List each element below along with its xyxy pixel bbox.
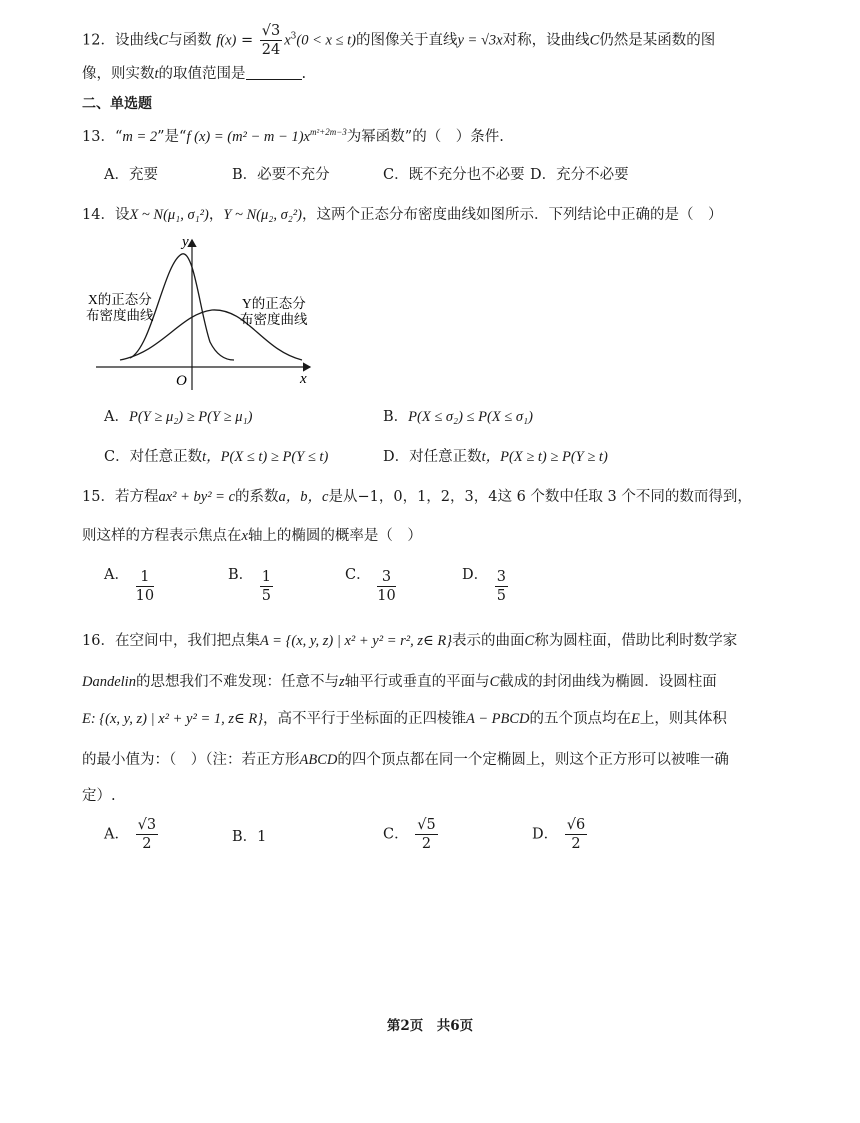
option-d: D． $\frac{√6}{2}$ (532, 817, 586, 852)
x-axis-label: x (300, 371, 307, 387)
option-c: C． $\frac{√5}{2}$ (383, 817, 436, 852)
option-b: B． $\frac{1}{5}$ (228, 567, 271, 604)
question-12-line-2: 像，则实数t的取值范围是 . (82, 66, 307, 82)
option-b: B．必要不充分 (232, 167, 330, 183)
question-number: 14． (82, 207, 115, 223)
question-15-line-1: 15．若方程ax² + by² = c的系数a，b，c是从−1，0，1，2，3，4这 6 个数中任取 3 个不同的数而得到， (82, 489, 752, 505)
question-number: 13． (82, 129, 115, 145)
option-a: A． $\frac{1}{10}$ (104, 567, 155, 604)
math: m = 2 (122, 129, 158, 145)
math: P(Y ≥ μ₂) ≥ P(Y ≥ μ₁) (128, 409, 253, 425)
fraction: $\frac{1}{10}$ (135, 569, 155, 604)
fraction: $\frac{√6}{2}$ (566, 817, 586, 852)
option-d: D． $\frac{3}{5}$ (462, 567, 506, 604)
normal-distribution-figure (82, 232, 322, 392)
question-13: 13．“m = 2”是“f $(x) = (m^2 - m - 1)x^{m^2+2m-3}$为幂函数”的（ ）条件. (82, 127, 504, 145)
question-text: 轴上的椭圆的概率是（ ） (247, 528, 422, 544)
question-text: 的取值范围是 (158, 66, 246, 82)
math: f(x) (216, 32, 237, 49)
fraction: $\frac{√3}{24}$ (261, 23, 281, 58)
section-heading: 二、单选题 (82, 96, 152, 112)
math: P(X ≤ σ₂) ≤ P(X ≤ σ₁) (408, 409, 533, 425)
question-text: 这 6 个数中任取 3 个不同的数而得到， (497, 489, 752, 505)
question-16-line-1: 16．在空间中，我们把点集A = {(x, y, z) | x² + y² = r², z∈ R}表示的曲面C称为圆柱面，借助比利时数学家 (82, 633, 738, 649)
question-16-line-2: Dandelin的思想我们不难发现：任意不与z轴平行或垂直的平面与C截成的封闭曲线为椭圆．设圆柱面 (82, 674, 717, 690)
math: ，P(X ≥ t) ≥ P(Y ≥ t) (485, 449, 608, 465)
question-number: 12． (82, 32, 115, 49)
math: x (284, 32, 291, 49)
question-text: 为幂函数”的（ ）条件. (346, 129, 504, 145)
math: t (481, 449, 486, 465)
math: t (154, 66, 159, 82)
math: z (338, 674, 345, 690)
question-15-line-2: 则这样的方程表示焦点在x轴上的椭圆的概率是（ ） (82, 528, 422, 544)
x-curve-label-line-2: 布密度曲线 (86, 308, 154, 323)
math: x (241, 528, 248, 544)
question-number: 15． (82, 489, 115, 505)
math: ，P(X ≤ t) ≥ P(Y ≤ t) (206, 449, 329, 465)
math: C (589, 32, 600, 49)
math: −1，0，1，2，3，4 (357, 489, 498, 505)
math: Y ~ N(μ₂, σ₂²) (223, 207, 302, 223)
option-a: A．充要 (104, 167, 158, 183)
question-text: 上，则其体积 (639, 711, 727, 727)
question-text: 的图像关于直线 (356, 32, 458, 49)
page-footer: 第2页 共6页 (386, 1018, 474, 1034)
math: C (489, 674, 500, 690)
question-text: 像，则实数 (82, 66, 155, 82)
math: f (x) = (m² − m − 1)x (186, 129, 310, 145)
y-curve-label-line-2: 布密度曲线 (240, 312, 308, 327)
fraction: $\frac{3}{10}$ (377, 569, 396, 604)
math: E: {(x, y, z) | x² + y² = 1, z∈ R} (82, 711, 264, 727)
x-curve-label-line-1: X的正态分 (88, 292, 152, 307)
question-text: 与函数 (168, 32, 212, 49)
math: ax² + by² = c (158, 489, 236, 505)
math: A − PBCD (466, 711, 530, 727)
math: C (158, 32, 169, 49)
question-number: 16． (82, 633, 115, 649)
y-axis-label: y (182, 234, 189, 250)
option-a: A．P(Y ≥ μ₂) ≥ P(Y ≥ μ₁) (104, 409, 253, 425)
math: E (631, 711, 640, 727)
question-text: ，这两个正态分布密度曲线如图所示．下列结论中正确的是（ ） (301, 207, 723, 223)
option-c: C．既不充分也不必要 (383, 167, 525, 183)
option-a: A． $\frac{√3}{2}$ (104, 817, 157, 852)
math: (0 < x ≤ t) (296, 32, 356, 49)
answer-blank (246, 65, 302, 80)
fraction: $\frac{√3}{2}$ (137, 817, 157, 852)
math: Dandelin (82, 674, 136, 690)
question-text: 的四个顶点都在同一个定椭圆上，则这个正方形可以被唯一确 (337, 752, 729, 768)
question-16-line-4: 的最小值为：（ ）（注：若正方形ABCD的四个顶点都在同一个定椭圆上，则这个正方形可以被唯一确 (82, 752, 729, 768)
fraction: $\frac{√5}{2}$ (417, 817, 436, 852)
math: t (202, 449, 207, 465)
math: X ~ N(μ₁, σ₁²) (129, 207, 209, 223)
fraction: $\frac{1}{5}$ (261, 569, 271, 604)
math: = (240, 32, 254, 49)
question-text: 截成的封闭曲线为椭圆．设圆柱面 (499, 674, 717, 690)
math: C (524, 633, 535, 649)
math: ABCD (299, 752, 338, 768)
fraction: $\frac{3}{5}$ (496, 569, 506, 604)
question-16-line-5: 定）. (82, 788, 116, 804)
question-text: 称为圆柱面，借助比利时数学家 (534, 633, 738, 649)
question-text: 仍然是某函数的图 (599, 32, 716, 49)
option-d: D．对任意正数t，P(X ≥ t) ≥ P(Y ≥ t) (383, 449, 608, 465)
math: a，b，c (278, 489, 329, 505)
question-text: 设曲线 (114, 32, 159, 49)
question-text: 对称，设曲线 (502, 32, 590, 49)
option-c: C．对任意正数t，P(X ≤ t) ≥ P(Y ≤ t) (104, 449, 329, 465)
option-c: C． $\frac{3}{10}$ (345, 567, 396, 604)
option-d: D．充分不必要 (530, 167, 629, 183)
question-16-line-3: E: {(x, y, z) | x² + y² = 1, z∈ R}，高不平行于坐标面的正四棱锥A − PBCD的五个顶点均在E上，则其体积 (82, 711, 727, 727)
option-b: B．1 (232, 829, 267, 845)
option-b: B．P(X ≤ σ₂) ≤ P(X ≤ σ₁) (383, 409, 533, 425)
question-12-line-1: 12．设曲线C与函数 f(x) = $\frac{√3}{24}$ $x^3(0 < x \le t)$的图像关于直线y = √3x对称，设曲线C仍然是某函数的图 (82, 23, 716, 58)
y-curve-label-line-1: Y的正态分 (242, 296, 306, 311)
origin-label: O (176, 373, 187, 389)
question-14: 14．设X ~ N(μ₁, σ₁²)，Y ~ N(μ₂, σ₂²)，这两个正态分布密度曲线如图所示．下列结论中正确的是（ ） (82, 207, 723, 223)
math: A = {(x, y, z) | x² + y² = r², z∈ R} (259, 633, 453, 649)
math: y = √3x (457, 32, 503, 49)
